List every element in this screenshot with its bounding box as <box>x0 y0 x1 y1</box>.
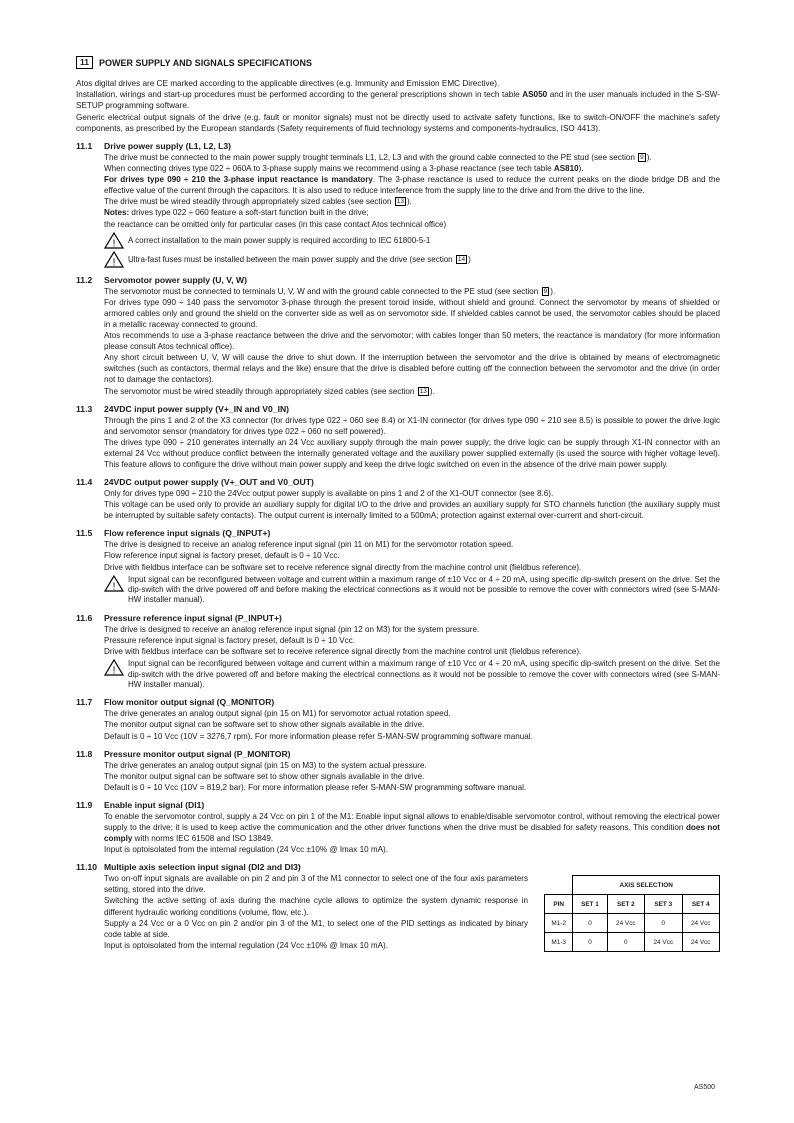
paragraph: Two on-off input signals are available on pin 2 and pin 3 of the M1 connector to select one of the four axis parameters setting, stored into the drive. <box>104 874 528 895</box>
paragraph: The monitor output signal can be software set to show other signals available in the drive. <box>104 771 425 781</box>
paragraph: Any short circuit between U, V, W will cause the drive to shut down. If the interruption between the servomotor and the drive is obtained by means of electromagnetic switches (such as contactors, thermal relays and the like) ensure that the drive is disabled before cutting off the connection between the servomotor and the drive (in order not to damage the contactors). <box>104 353 720 385</box>
paragraph: Drive with fieldbus interface can be software set to receive reference signal directly from the machine control unit (fieldbus reference). <box>104 647 582 657</box>
svg-text:!: ! <box>112 665 116 677</box>
section-number: 11 <box>76 56 93 69</box>
warning-icon <box>104 575 124 592</box>
subsection-title: Servomotor power supply (U, V, W) <box>104 274 247 285</box>
intro-paragraph: Installation, wirings and start-up procedures must be performed according to the general prescriptions shown in tech table AS050 and in the user manuals included in the S-SW-SETUP programming software. <box>76 90 720 111</box>
table-header: SET 4 <box>682 895 720 914</box>
paragraph: Supply a 24 Vcc or a 0 Vcc on pin 2 and/or pin 3 of the M1, to select one of the PID settings as indicated by binary code table at side. <box>104 918 528 939</box>
warning-icon <box>104 232 124 249</box>
subsection-11-4: 11.4 24VDC output power supply (V+_OUT and V0_OUT) Only for drives type 090 ÷ 210 the 24Vcc output power supply is available on pins 1 and 2 of the X1-OUT connector (see 8.6). This voltage can be used only to provide an auxiliary supply for digital I/O to the drive and provides an auxiliary supply for STO channels function (the auxiliary supply must be interrupted by suitable safety contacts). The output current is internally limited to a 500mA; protection against external over-current and short-circuit. <box>76 477 720 521</box>
svg-text:!: ! <box>112 581 116 592</box>
svg-text:!: ! <box>112 257 116 268</box>
paragraph: The drive generates an analog output signal (pin 15 on M3) to the system actual pressure. <box>104 760 427 770</box>
table-cell: 24 Vcc <box>607 914 644 933</box>
paragraph: Input is optoisolated from the internal regulation (24 Vcc ±10% @ Imax 10 mA). <box>104 845 388 855</box>
paragraph: This voltage can be used only to provide an auxiliary supply for digital I/O to the drive and provides an auxiliary supply for STO channels function (the auxiliary supply must be interrupted by suitable safety contacts). The output current is internally limited to a 500mA; protection against external over-current and short-circuit. <box>104 500 720 521</box>
paragraph: The drive generates an analog output signal (pin 15 on M1) for servomotor actual rotation speed. <box>104 709 451 719</box>
subsection-11-1: 11.1 Drive power supply (L1, L2, L3) The drive must be connected to the main power supply trought terminals L1, L2, L3 and with the ground cable connected to the PE stud (see section 9 ). When connecting drives type 022 ÷ 060A to 3-phase supply mains we recommend using a 3-phase reactance (see tech table AS810). For drives type 090 ÷ 210 the 3-phase input reactance is mandatory. The 3-phase reactance is used to reduce the current peaks on the diode bridge DB and the effective value of the current through the capacitors. It is also used to reduce interference from the supply line to the drive and from the drive to the line. The drive must be wired steadily through appropriately sized cables (see section 13 ). Notes: drives type 022 ÷ 060 feature a soft-start function built in the drive; the reactance can be omitted only for particular cases (in this case contact Atos technical office) ! A correct installation to the main power supply is required according to IEC 61800-5-1 ! Ultra-fast fuses must be installed between the main power supply and the drive (see section 14 ) <box>76 141 720 268</box>
paragraph: The drive is designed to receive an analog reference input signal (pin 12 on M3) for the system pressure. <box>104 624 480 634</box>
paragraph: For drives type 090 ÷ 210 the 3-phase input reactance is mandatory. The 3-phase reactance is used to reduce the current peaks on the diode bridge DB and the effective value of the current through the capacitors. It is also used to reduce interference from the supply line to the drive and from the drive to the line. <box>104 175 720 196</box>
table-row <box>545 933 720 952</box>
subsection-11-2: 11.2 Servomotor power supply (U, V, W) The servomotor must be connected to terminals U, V, W and with the ground cable connected to the PE stud (see section 9 ). For drives type 090 ÷ 140 pass the servomotor 3-phase through the present toroid inside, without shield and ground. Connect the servomotor by means of shielded or armored cables only and ground the shield on the converter side as well as on servomotor side. If shielded cables cannot be used, the servomotor cables should be placed in a metallic raceway connected to ground. Atos recommends to use a 3-phase reactance between the drive and the servomotor; with cables longer than 50 meters, the reactance is mandatory (for more information please consult Atos technical office). Any short circuit between U, V, W will cause the drive to shut down. If the interruption between the servomotor and the drive is obtained by means of electromagnetic switches (such as contactors, thermal relays and the like) ensure that the drive is disabled before cutting off the connection between the servomotor and the drive (in order not to damage the contactors). The servomotor must be wired steadily through appropriately sized cables (see section 13 ). <box>76 274 720 396</box>
paragraph: Default is 0 ÷ 10 Vcc (10V = 819,2 bar). For more information please refer S-MAN-SW programming software manual. <box>104 782 527 792</box>
document-page <box>76 56 720 952</box>
intro-paragraph: Generic electrical output signals of the drive (e.g. fault or monitor signals) must not be directly used to activate safety functions, like to switch-ON/OFF the machine's safety components, as prescribed by the European standards (Safety requirements of fluid technology systems and components-hydraulics, ISO 4413). <box>76 112 720 133</box>
paragraph: Drive with fieldbus interface can be software set to receive reference signal directly from the machine control unit (fieldbus reference). <box>104 562 582 572</box>
subsection-title: Flow monitor output signal (Q_MONITOR) <box>104 697 275 708</box>
subsection-title: Enable input signal (DI1) <box>104 799 205 810</box>
subsection-11-6: 11.6 Pressure reference input signal (P_INPUT+) The drive is designed to receive an analog reference input signal (pin 12 on M3) for the system pressure. Pressure reference input signal is factory preset, default is 0 ÷ 10 Vcc. Drive with fieldbus interface can be software set to receive reference signal directly from the machine control unit (fieldbus reference). ! Input signal can be reconfigured between voltage and current within a maximum range of ±10 Vcc or 4 ÷ 20 mA, using specific dip-switch present on the drive. Set the dip-switch with the drive powered off and before making the electrical connections as it would not be possible to remove the cover with connectors wired (see S-MAN-HW installer manual). <box>76 612 720 689</box>
warning-note: ! Ultra-fast fuses must be installed between the main power supply and the drive (see section 14 ) <box>104 251 720 268</box>
intro-text <box>76 78 720 134</box>
paragraph: Only for drives type 090 ÷ 210 the 24Vcc output power supply is available on pins 1 and 2 of the X1-OUT connector (see 8.6). <box>104 489 554 499</box>
table-header: SET 2 <box>607 895 644 914</box>
subsection-title: Flow reference input signals (Q_INPUT+) <box>104 528 271 539</box>
subsection-11-9: 11.9 Enable input signal (DI1) To enable the servomotor control, supply a 24 Vcc on pin 1 of the M1: Enable input signal allows to enable/disable servomotor control, without removing the electrical power supply to the drive; it is used to keep active the communication and the other driver functions when the drive must be disabled for safety reasons. This condition does not comply with norms IEC 61508 and ISO 13849. Input is optoisolated from the internal regulation (24 Vcc ±10% @ Imax 10 mA). <box>76 799 720 855</box>
table-cell: 24 Vcc <box>682 914 720 933</box>
paragraph: Pressure reference input signal is factory preset, default is 0 ÷ 10 Vcc. <box>104 635 355 645</box>
subsection-title: 24VDC input power supply (V+_IN and V0_IN) <box>104 403 290 414</box>
section-ref[interactable]: 9 <box>640 154 644 162</box>
table-cell: 24 Vcc <box>682 933 720 952</box>
subsection-title: Pressure monitor output signal (P_MONITOR) <box>104 748 291 759</box>
table-cell: 0 <box>573 914 607 933</box>
table-header: SET 1 <box>573 895 607 914</box>
warning-icon <box>104 251 124 268</box>
subsection-title: Pressure reference input signal (P_INPUT+) <box>104 612 282 623</box>
paragraph: To enable the servomotor control, supply a 24 Vcc on pin 1 of the M1: Enable input signal allows to enable/disable servomotor control, without removing the electrical power supply to the drive; it is used to keep active the communication and the other driver functions when the drive must be disabled for safety reasons. This condition does not comply with norms IEC 61508 and ISO 13849. <box>104 811 720 844</box>
footer-code: AS500 <box>694 1084 716 1091</box>
warning-note: ! Input signal can be reconfigured between voltage and current within a maximum range of ±10 Vcc or 4 ÷ 20 mA, using specific dip-switch present on the drive. Set the dip-switch with the drive powered off and before making the electrical connections as it would not be possible to remove the cover with connectors wired (see S-MAN-HW installer manual). <box>104 575 720 606</box>
notes: the reactance can be omitted only for particular cases (in this case contact Atos technical office) <box>104 219 447 229</box>
warning-icon <box>104 659 124 676</box>
warning-note: ! A correct installation to the main power supply is required according to IEC 61800-5-1 <box>104 232 720 249</box>
subsection-11-7: 11.7 Flow monitor output signal (Q_MONITOR) The drive generates an analog output signal (pin 15 on M1) for servomotor actual rotation speed. The monitor output signal can be software set to show other signals available in the drive. Default is 0 ÷ 10 Vcc (10V = 3276,7 rpm). For more information please refer S-MAN-SW programming software manual. <box>76 696 720 741</box>
table-row <box>545 914 720 933</box>
paragraph: The drive must be connected to the main power supply trought terminals L1, L2, L3 and with the ground cable connected to the PE stud (see section 9 ). <box>104 153 652 163</box>
axis-selection-table <box>544 875 720 952</box>
section-ref[interactable]: 14 <box>457 256 466 264</box>
subsection-11-8: 11.8 Pressure monitor output signal (P_MONITOR) The drive generates an analog output signal (pin 15 on M3) to the system actual pressure. The monitor output signal can be software set to show other signals available in the drive. Default is 0 ÷ 10 Vcc (10V = 819,2 bar). For more information please refer S-MAN-SW programming software manual. <box>76 748 720 793</box>
section-ref[interactable]: 13 <box>396 198 404 206</box>
paragraph: Atos recommends to use a 3-phase reactance between the drive and the servomotor; with cables longer than 50 meters, the reactance is mandatory (for more information please consult Atos technical office). <box>104 331 720 352</box>
paragraph: The servomotor must be connected to terminals U, V, W and with the ground cable connected to the PE stud (see section 9 ). <box>104 286 556 296</box>
section-title <box>76 56 720 69</box>
paragraph: The drive must be wired steadily through appropriately sized cables (see section 13 ). <box>104 197 412 207</box>
subsection-title: Drive power supply (L1, L2, L3) <box>104 141 232 152</box>
paragraph: Switching the active setting of axis during the machine cycle allows to optimize the system dynamic response in different hydraulic working conditions (volume, flow, etc.). <box>104 896 528 917</box>
table-cell: 0 <box>607 933 644 952</box>
table-header: SET 3 <box>645 895 682 914</box>
paragraph: Through the pins 1 and 2 of the X3 connector (for drives type 022 ÷ 060 see 8.4) or X1-IN connector (for drives type 090 ÷ 210 see 8.5) is possible to power the drive logic and servomotor sensor (mandatory for drives type 022 ÷ 060 no self powered). <box>104 415 720 436</box>
paragraph: Input is optoisolated from the internal regulation (24 Vcc ±10% @ Imax 10 mA). <box>104 940 388 950</box>
subsection-11-5: 11.5 Flow reference input signals (Q_INPUT+) The drive is designed to receive an analog reference input signal (pin 11 on M1) for the servomotor rotation speed. Flow reference input signal is factory preset, default is 0 ÷ 10 Vcc. Drive with fieldbus interface can be software set to receive reference signal directly from the machine control unit (fieldbus reference). ! Input signal can be reconfigured between voltage and current within a maximum range of ±10 Vcc or 4 ÷ 20 mA, using specific dip-switch present on the drive. Set the dip-switch with the drive powered off and before making the electrical connections as it would not be possible to remove the cover with connectors wired (see S-MAN-HW installer manual). <box>76 528 720 605</box>
paragraph: The monitor output signal can be software set to show other signals available in the drive. <box>104 720 425 730</box>
subsection-11-10: 11.10 Multiple axis selection input signal (DI2 and DI3) Two on-off input signals are available on pin 2 and pin 3 of the M1 connector to select one of the four axis parameters setting, stored into the drive. Switching the active setting of axis during the machine cycle allows to optimize the system dynamic response in different hydraulic working conditions (volume, flow, etc.). Supply a 24 Vcc or a 0 Vcc on pin 2 and/or pin 3 of the M1, to select one of the PID settings as indicated by binary code table at side. Input is optoisolated from the internal regulation (24 Vcc ±10% @ Imax 10 mA). AXIS SELECTION PIN SET 1 SET 2 SET 3 SET 4 M1-2 0 24 Vcc 0 24 Vcc M1-3 0 0 24 Vcc 24 Vcc <box>76 861 720 952</box>
paragraph: The servomotor must be wired steadily through appropriately sized cables (see section 13 ). <box>104 386 435 396</box>
svg-text:!: ! <box>112 238 116 249</box>
paragraph: Flow reference input signal is factory preset, default is 0 ÷ 10 Vcc. <box>104 551 340 561</box>
section-ref[interactable]: 13 <box>419 387 427 395</box>
paragraph: The drive is designed to receive an analog reference input signal (pin 11 on M1) for the servomotor rotation speed. <box>104 540 514 550</box>
paragraph: When connecting drives type 022 ÷ 060A to 3-phase supply mains we recommend using a 3-phase reactance (see tech table AS810). <box>104 164 584 174</box>
table-cell: M1-3 <box>545 933 573 952</box>
table-cell: 0 <box>645 914 682 933</box>
table-title: AXIS SELECTION <box>573 876 720 895</box>
warning-note: ! Input signal can be reconfigured between voltage and current within a maximum range of ±10 Vcc or 4 ÷ 20 mA, using specific dip-switch present on the drive. Set the dip-switch with the drive powered off and before making the electrical connections as it would not be possible to remove the cover with connectors wired (see S-MAN-HW installer manual). <box>104 659 720 690</box>
subsection-title: Multiple axis selection input signal (DI2 and DI3) <box>104 862 301 873</box>
table-header: PIN <box>545 895 573 914</box>
paragraph: Default is 0 ÷ 10 Vcc (10V = 3276,7 rpm). For more information please refer S-MAN-SW programming software manual. <box>104 731 533 741</box>
table-cell: M1-2 <box>545 914 573 933</box>
intro-paragraph: Atos digital drives are CE marked according to the applicable directives (e.g. Immunity and Emission EMC Directive). <box>76 79 500 88</box>
section-title-text: POWER SUPPLY AND SIGNALS SPECIFICATIONS <box>99 57 313 68</box>
table-cell: 24 Vcc <box>645 933 682 952</box>
paragraph: For drives type 090 ÷ 140 pass the servomotor 3-phase through the present toroid inside, without shield and ground. Connect the servomotor by means of shielded or armored cables only and ground the shield on the converter side as well as on servomotor side. If shielded cables cannot be used, the servomotor cables should be placed in a metallic raceway connected to ground. <box>104 297 720 329</box>
subsection-11-3: 11.3 24VDC input power supply (V+_IN and V0_IN) Through the pins 1 and 2 of the X3 connector (for drives type 022 ÷ 060 see 8.4) or X1-IN connector (for drives type 090 ÷ 210 see 8.5) is possible to power the drive logic and servomotor sensor (mandatory for drives type 022 ÷ 060 no self powered). The drives type 090 ÷ 210 generates internally an 24 Vcc auxiliary supply through the main power supply; the drive logic can be supply through X1-IN connector with an external 24 Vcc without produce conflict between the internally generated voltage and the auxiliary power supplied externally (is used the source with higher voltage level). This feature allows to configure the drive without main power supply and keep the drive logic switched on even in the absence of the drive main power supply. <box>76 403 720 469</box>
section-ref[interactable]: 9 <box>543 287 548 295</box>
subsection-title: 24VDC output power supply (V+_OUT and V0_OUT) <box>104 477 314 488</box>
table-cell: 0 <box>573 933 607 952</box>
notes: Notes: drives type 022 ÷ 060 feature a soft-start function built in the drive; <box>104 208 369 218</box>
paragraph: The drives type 090 ÷ 210 generates internally an 24 Vcc auxiliary supply through the main power supply; the drive logic can be supply through X1-IN connector with an external 24 Vcc without produce conflict between the internally generated voltage and the auxiliary power supplied externally (is used the source with higher voltage level). This feature allows to configure the drive without main power supply and keep the drive logic switched on even in the absence of the drive main power supply. <box>104 437 720 469</box>
